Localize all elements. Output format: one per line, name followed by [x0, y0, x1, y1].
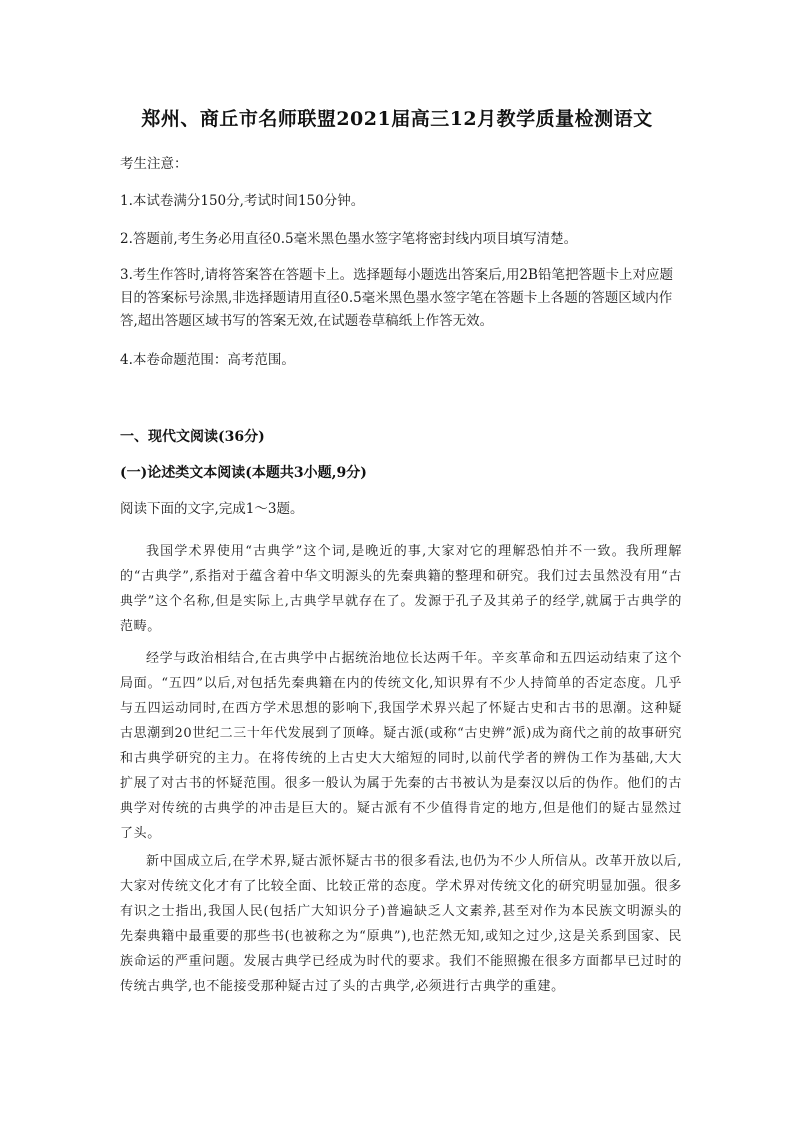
notice-item-4: 4.本卷命题范围：高考范围。 [120, 352, 295, 368]
article-paragraph-1: 我国学术界使用“古典学”这个词,是晚近的事,大家对它的理解恐怕并不一致。我所理解的“古典学”,系指对于蕴含着中华文明源头的先秦典籍的整理和研究。我们过去虽然没有用“古典学”这个名称,但是实际上,古典学早就存在了。发源于孔子及其弟子的经学,就属于古典学的范畴。 [120, 544, 682, 634]
notice-item-3: 3.考生作答时,请将答案答在答题卡上。选择题每小题选出答案后,用2B铅笔把答题卡上对应题目的答案标号涂黑,非选择题请用直径0.5毫米黑色墨水签字笔在答题卡上各题的答题区域内作答,超出答题区域书写的答案无效,在试题卷草稿纸上作答无效。 [120, 267, 673, 329]
notice-heading: 考生注意： [120, 156, 188, 172]
notice-item-2: 2.答题前,考生务必用直径0.5毫米黑色墨水签字笔将密封线内项目填写清楚。 [120, 231, 578, 247]
section-heading: 一、现代文阅读(36分) [120, 429, 265, 445]
reading-instruction: 阅读下面的文字,完成1～3题。 [120, 501, 304, 517]
article-paragraph-2: 经学与政治相结合,在古典学中占据统治地位长达两千年。辛亥革命和五四运动结束了这个局面。“五四”以后,对包括先秦典籍在内的传统文化,知识界有不少人持简单的否定态度。几乎与五四运动同时,在西方学术思想的影响下,我国学术界兴起了怀疑古史和古书的思潮。这种疑古思潮到20世纪二三十年代发展到了顶峰。疑古派(或称“古史辨”派)成为商代之前的故事研究和古典学研究的主力。在将传统的上古史大大缩短的同时,以前代学者的辨伪工作为基础,大大扩展了对古书的怀疑范围。很多一般认为属于先秦的古书被认为是秦汉以后的伪作。他们的古典学对传统的古典学的冲击是巨大的。疑古派有不少值得肯定的地方,但是他们的疑古显然过了头。 [120, 651, 682, 841]
page-title: 郑州、商丘市名师联盟2021届高三12月教学质量检测语文 [141, 108, 653, 130]
article-paragraph-3: 新中国成立后,在学术界,疑古派怀疑古书的很多看法,也仍为不少人所信从。改革开放以后,大家对传统文化才有了比较全面、比较正常的态度。学术界对传统文化的研究明显加强。很多有识之士指出,我国人民(包括广大知识分子)普遍缺乏人文素养,甚至对作为本民族文明源头的先秦典籍中最重要的那些书(也被称之为“原典”),也茫然无知,或知之过少,这是关系到国家、民族命运的严重问题。发展古典学已经成为时代的要求。我们不能照搬在很多方面都早已过时的传统古典学,也不能接受那种疑古过了头的古典学,必须进行古典学的重建。 [120, 854, 682, 994]
notice-item-1: 1.本试卷满分150分,考试时间150分钟。 [120, 193, 365, 209]
subsection-heading: (一)论述类文本阅读(本题共3小题,9分) [120, 465, 367, 481]
